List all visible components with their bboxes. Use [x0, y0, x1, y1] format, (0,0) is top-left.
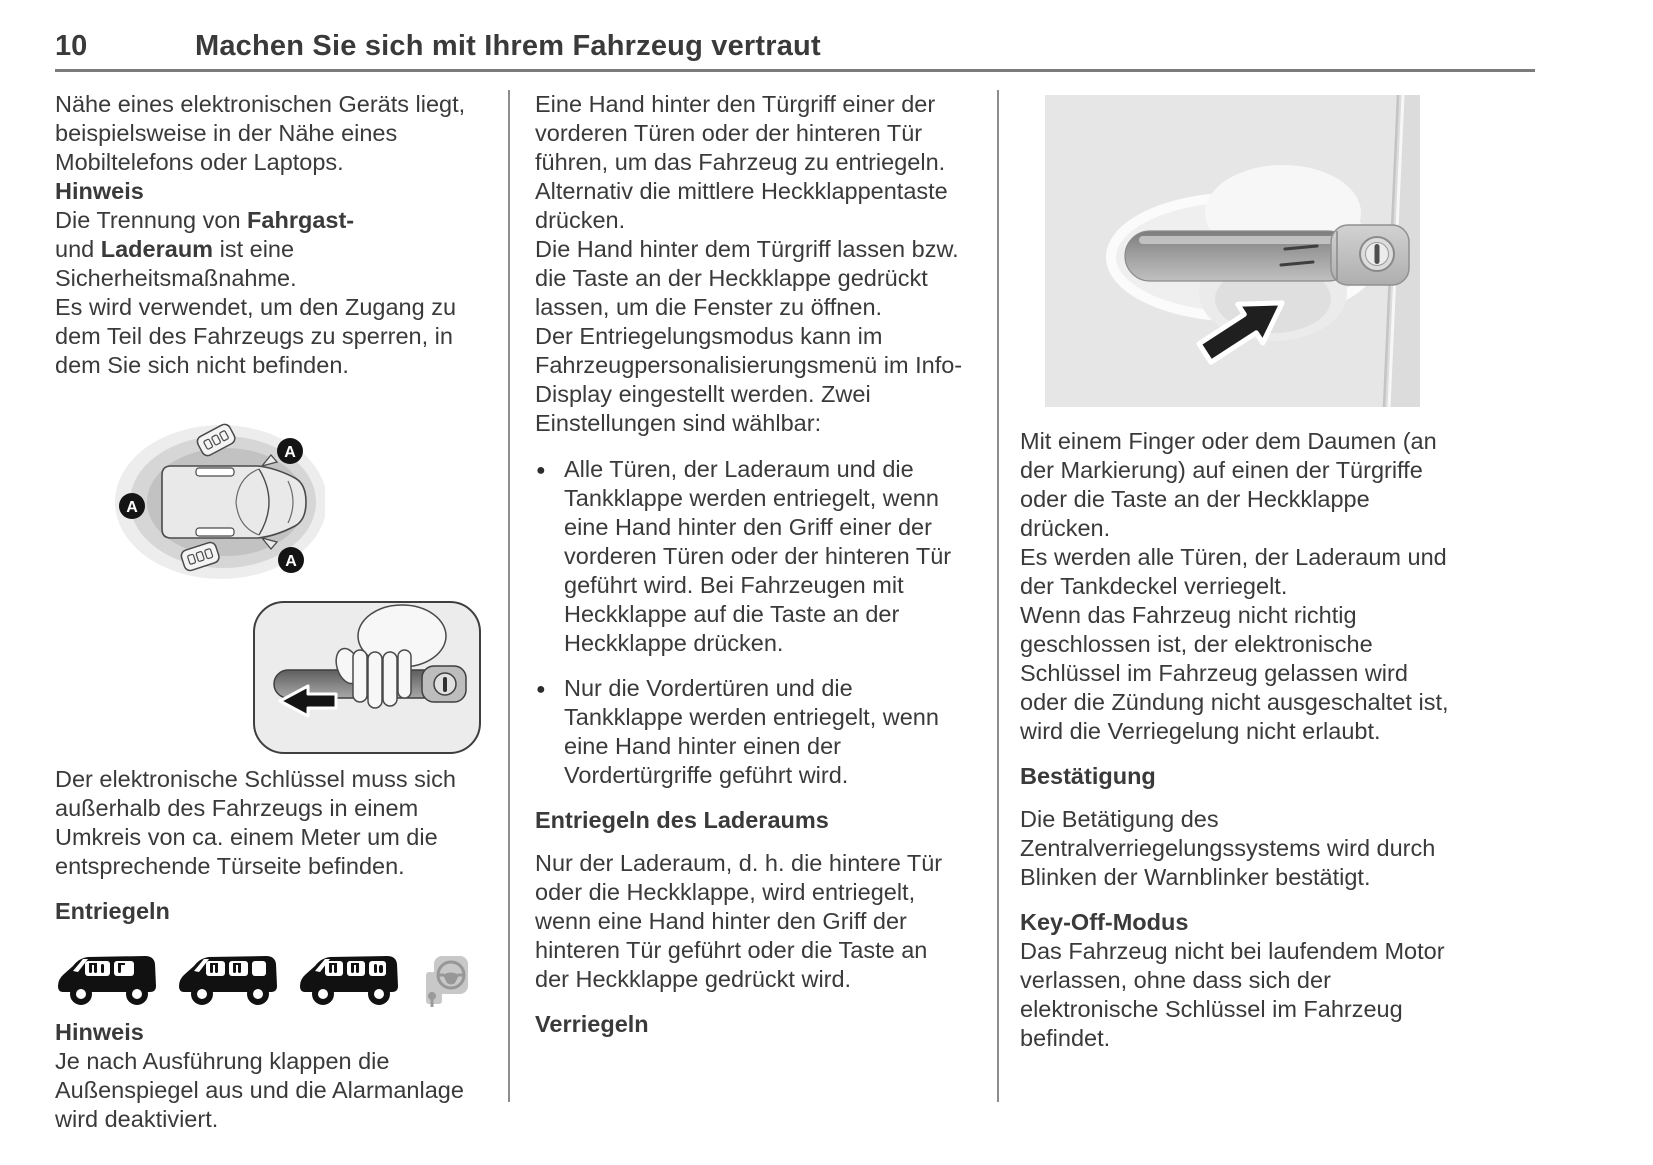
header-rule [55, 69, 1535, 72]
text-segment: Die Trennung von [55, 207, 248, 233]
list-item: ● Nur die Vordertüren und die Tankklappe werden entriegelt, wenn eine Hand hinter einen der Vordertürgriffe geführt wird. [535, 674, 967, 790]
paragraph: Die Hand hinter dem Türgriff lassen bzw. die Taste an der Heckklappe gedrückt lassen, um die Fenster zu öffnen. [535, 236, 959, 320]
badge-a [119, 493, 145, 519]
paragraph: Die Betätigung des Zentralverriegelungssystems wird durch Blinken der Warnblinker bestätigt. [1020, 806, 1436, 890]
hand-door-handle-illustration [252, 600, 482, 755]
note-label: Hinweis [55, 178, 144, 204]
car-top-view-diagram [110, 422, 325, 582]
vehicle-variant-icons [55, 946, 487, 1010]
unlock-handle-figure [252, 600, 482, 755]
section-heading-lock: Verriegeln [535, 1011, 649, 1037]
text-segment-bold: Fahrgast- [247, 207, 355, 233]
svg-text:A: A [284, 444, 296, 461]
paragraph: Es wird verwendet, um den Zugang zu dem Teil des Fahrzeugs zu sperren, in dem Sie sich nicht befinden. [55, 294, 457, 378]
paragraph: Nur der Laderaum, d. h. die hintere Tür oder die Heckklappe, wird entriegelt, wenn eine Hand hinter den Griff der hinteren Tür geführt oder die Taste an der Heckklappe gedrückt wird. [535, 850, 943, 992]
paragraph: Es werden alle Türen, der Laderaum und der Tankdeckel verriegelt. [1020, 544, 1447, 599]
text-segment: ist eine [213, 236, 295, 262]
key-range-figure [110, 422, 325, 582]
keyless-steering-icon [418, 950, 472, 1010]
text-segment-bold: Laderaum [100, 236, 214, 262]
unlock-settings-list [535, 455, 967, 790]
paragraph [55, 206, 487, 293]
paragraph: Mit einem Finger oder dem Daumen (an der Markierung) auf einen der Türgriffe oder die Taste an der Heckklappe drücken. [1020, 428, 1437, 541]
svg-text:A: A [126, 499, 138, 516]
paragraph: Nähe eines elektronischen Geräts liegt, beispielsweise in der Nähe eines Mobiltelefons oder Laptops. [55, 91, 466, 175]
section-heading-confirmation: Bestätigung [1020, 763, 1156, 789]
badge-a [277, 438, 303, 464]
list-item: ● Alle Türen, der Laderaum und die Tankklappe werden entriegelt, wenn eine Hand hinter den Griff einer der vorderen Türen oder der hinteren Tür geführt wird. Bei Fahrzeugen mit Heckklappe auf die Taste an der Heckklappe drücken. [535, 455, 967, 658]
paragraph: Das Fahrzeug nicht bei laufendem Motor verlassen, ohne dass sich der elektronische Schlüssel im Fahrzeug befindet. [1020, 938, 1445, 1051]
column-separator [508, 90, 510, 1102]
section-heading-key-off: Key-Off-Modus [1020, 909, 1189, 935]
column-layout [0, 90, 1653, 1134]
lock-handle-figure [1045, 95, 1420, 407]
svg-text:A: A [285, 553, 297, 570]
passenger-van-icon [297, 946, 401, 1010]
note-label: Hinweis [55, 1019, 144, 1045]
column-separator [997, 90, 999, 1102]
paragraph: Der Entriegelungsmodus kann im Fahrzeugpersonalisierungsmenü im Info-Display eingestellt werden. Zwei Einstellungen sind wählbar: [535, 323, 963, 436]
page-header [0, 0, 1653, 63]
paragraph: Wenn das Fahrzeug nicht richtig geschlossen ist, der elektronische Schlüssel im Fahrzeug gelassen wird oder die Zündung nicht ausgeschaltet ist, wird die Verriegelung nicht erlaubt. [1020, 602, 1449, 744]
column-2 [535, 90, 967, 1053]
page-number: 10 [55, 30, 88, 62]
paragraph: Der elektronische Schlüssel muss sich außerhalb des Fahrzeugs in einem Umkreis von ca. einem Meter um die entsprechende Türseite befinden. [55, 766, 456, 879]
column-3 [1020, 90, 1456, 1053]
section-heading-unlock: Entriegeln [55, 898, 170, 924]
paragraph: Eine Hand hinter den Türgriff einer der vorderen Türen oder der hinteren Tür führen, um das Fahrzeug zu entriegeln. Alternativ die mittlere Heckklappentaste drücken. [535, 91, 948, 233]
panel-van-icon [55, 946, 159, 1010]
badge-a [278, 547, 304, 573]
column-1 [55, 90, 487, 1134]
text-segment: und [55, 236, 101, 262]
paragraph: Je nach Ausführung klappen die Außenspiegel aus und die Alarmanlage wird deaktiviert. [55, 1048, 464, 1132]
text-segment: Sicherheitsmaßnahme. [55, 265, 297, 291]
chapter-title: Machen Sie sich mit Ihrem Fahrzeug vertraut [195, 30, 821, 62]
section-heading-cargo-unlock: Entriegeln des Laderaums [535, 807, 829, 833]
combi-van-icon [176, 946, 280, 1010]
door-handle-press-illustration [1045, 95, 1420, 407]
